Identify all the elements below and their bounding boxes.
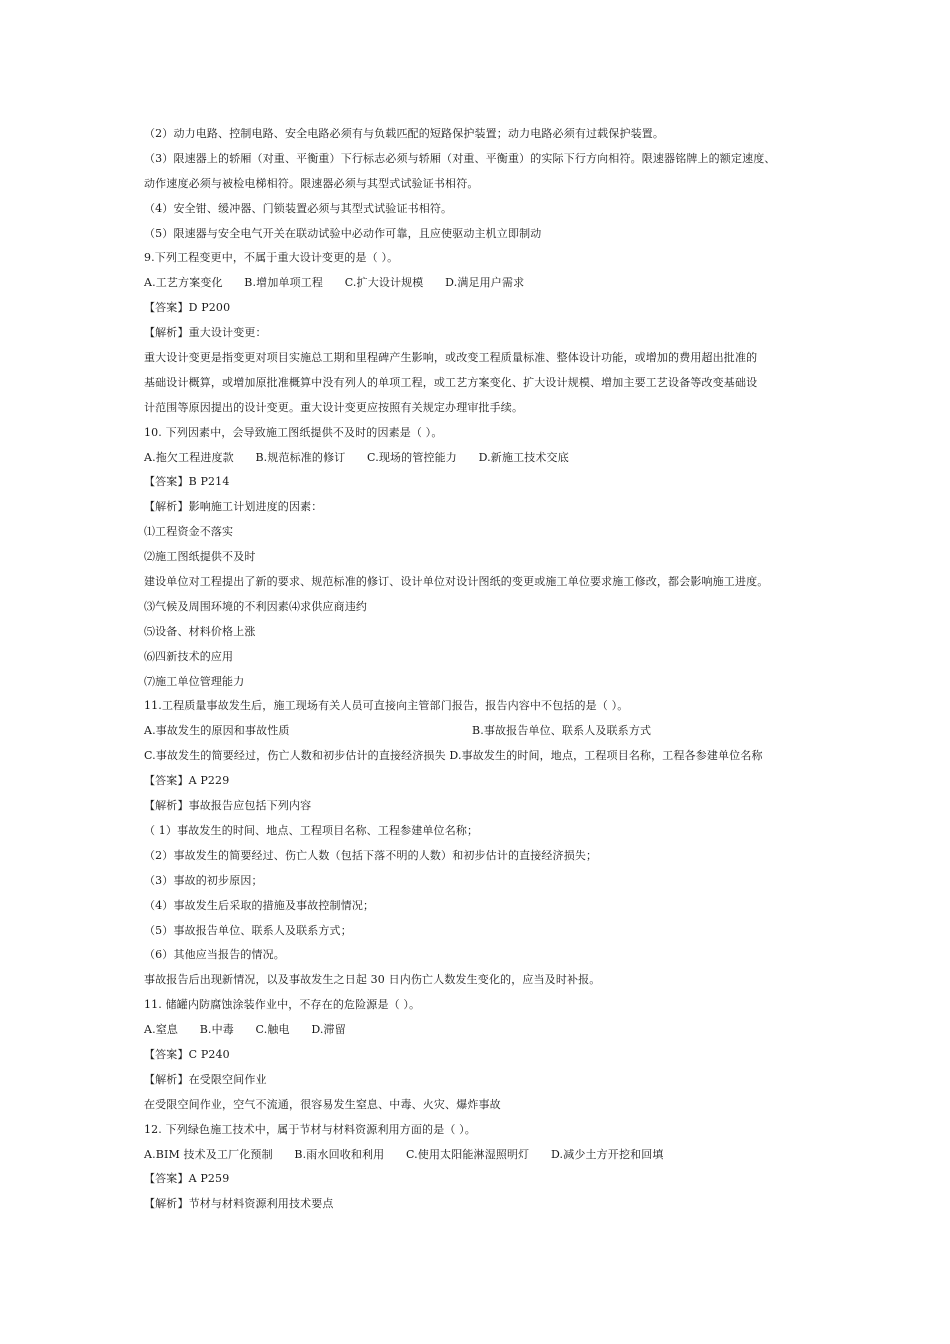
text-line: 基础设计概算，或增加原批准概算中没有列人的单项工程，或工艺方案变化、扩大设计规模、增加主要工艺设备等改变基础设 bbox=[144, 375, 758, 389]
list-item: ⑸设备、材料价格上涨 bbox=[144, 624, 256, 638]
list-item: ⑶气候及周围环境的不利因素⑷求供应商违约 bbox=[144, 599, 367, 613]
answer-line: 【答案】C P240 bbox=[144, 1047, 230, 1061]
list-item: （5）事故报告单位、联系人及联系方式； bbox=[144, 923, 352, 937]
list-item: ⑺施工单位管理能力 bbox=[144, 674, 245, 688]
text-line: 动作速度必须与被检电梯相符。限速器必须与其型式试验证书相符。 bbox=[144, 176, 479, 190]
list-item: ⑴工程资金不落实 bbox=[144, 525, 234, 539]
option-a: A.拖欠工程进度款 bbox=[144, 450, 234, 464]
text-line: 建设单位对工程提出了新的要求、规范标准的修订、设计单位对设计图纸的变更或施工单位要求施工修改，都会影响施工进度。 bbox=[144, 575, 769, 589]
question-12-options bbox=[144, 1143, 814, 1168]
question-11-options-ab bbox=[144, 719, 814, 744]
text-line: （5）限速器与安全电气开关在联动试验中必动作可靠，且应使驱动主机立即制动 bbox=[144, 226, 542, 240]
text-line: （2）动力电路、控制电路、安全电路必须有与负载匹配的短路保护装置；动力电路必须有过载保护装置。 bbox=[144, 127, 665, 140]
list-item: （ 1）事故发生的时间、地点、工程项目名称、工程参建单位名称； bbox=[144, 823, 479, 837]
analysis-heading: 【解析】影响施工计划进度的因素： bbox=[144, 500, 323, 514]
option-b: B.中毒 bbox=[199, 1023, 234, 1037]
option-c: C.扩大设计规模 bbox=[344, 276, 424, 290]
option-d: D.减少土方开挖和回填 bbox=[550, 1147, 664, 1161]
option-d: D.滞留 bbox=[311, 1023, 346, 1037]
option-a: A.窒息 bbox=[144, 1023, 179, 1037]
question-9: 9.下列工程变更中，不属于重大设计变更的是（ ）。 bbox=[144, 251, 399, 265]
question-12: 12. 下列绿色施工技术中，属于节材与材料资源利用方面的是（ ）。 bbox=[144, 1122, 476, 1136]
option-c: C.触电 bbox=[255, 1023, 290, 1037]
analysis-heading: 【解析】重大设计变更： bbox=[144, 326, 267, 340]
answer-line: 【答案】D P200 bbox=[144, 301, 231, 315]
text-line: 计范围等原因提出的设计变更。重大设计变更应按照有关规定办理审批手续。 bbox=[144, 400, 524, 414]
list-item: ⑹四新技术的应用 bbox=[144, 649, 234, 663]
option-a: A.工艺方案变化 bbox=[144, 276, 223, 290]
list-item: （2）事故发生的简要经过、伤亡人数（包括下落不明的人数）和初步估计的直接经济损失； bbox=[144, 848, 598, 862]
text-line: 事故报告后出现新情况，以及事故发生之日起 30 日内伤亡人数发生变化的，应当及时补报。 bbox=[144, 973, 601, 987]
option-c: C.使用太阳能淋湿照明灯 bbox=[405, 1147, 530, 1161]
option-b: B.事故报告单位、联系人及联系方式 bbox=[472, 724, 652, 738]
document-body bbox=[144, 122, 814, 1217]
analysis-heading: 【解析】事故报告应包括下列内容 bbox=[144, 799, 312, 813]
text-line: （4）安全钳、缓冲器、门锁装置必须与其型式试验证书相符。 bbox=[144, 201, 453, 215]
question-11: 11.工程质量事故发生后，施工现场有关人员可直接向主管部门报告，报告内容中不包括的是（ ）。 bbox=[144, 699, 629, 713]
question-11b: 11. 储罐内防腐蚀涂装作业中，不存在的危险源是（ ）。 bbox=[144, 998, 421, 1012]
analysis-heading: 【解析】节材与材料资源利用技术要点 bbox=[144, 1197, 334, 1211]
text-line: 重大设计变更是指变更对项目实施总工期和里程碑产生影响，或改变工程质量标准、整体设计功能，或增加的费用超出批准的 bbox=[144, 351, 758, 365]
text-line: （3）限速器上的轿厢（对重、平衡重）下行标志必须与轿厢（对重、平衡重）的实际下行方向相符。限速器铭牌上的额定速度、 bbox=[144, 151, 776, 165]
option-b: B.雨水回收和利用 bbox=[294, 1147, 385, 1161]
list-item: （3）事故的初步原因； bbox=[144, 873, 263, 887]
question-11b-options bbox=[144, 1018, 814, 1043]
answer-line: 【答案】B P214 bbox=[144, 475, 230, 489]
list-item: （4）事故发生后采取的措施及事故控制情况； bbox=[144, 898, 375, 912]
option-d: D.新施工技术交底 bbox=[478, 450, 569, 464]
option-a: A.事故发生的原因和事故性质 bbox=[144, 724, 290, 738]
analysis-heading: 【解析】在受限空间作业 bbox=[144, 1072, 267, 1086]
option-a: A.BIM 技术及工厂化预制 bbox=[144, 1147, 273, 1161]
option-d: D.满足用户需求 bbox=[445, 276, 525, 290]
answer-line: 【答案】A P259 bbox=[144, 1172, 230, 1186]
question-9-options bbox=[144, 271, 814, 296]
answer-line: 【答案】A P229 bbox=[144, 774, 230, 788]
option-b: B.增加单项工程 bbox=[244, 276, 324, 290]
text-line: 在受限空间作业，空气不流通，很容易发生窒息、中毒、火灾、爆炸事故 bbox=[144, 1097, 501, 1111]
question-11-options-cd: C.事故发生的简要经过，伤亡人数和初步估计的直接经济损失 D.事故发生的时间，地点，工程项目名称，工程各参建单位名称 bbox=[144, 749, 763, 763]
question-10: 10. 下列因素中，会导致施工图纸提供不及时的因素是（ ）。 bbox=[144, 425, 443, 439]
list-item: ⑵施工图纸提供不及时 bbox=[144, 550, 256, 564]
list-item: （6）其他应当报告的情况。 bbox=[144, 948, 285, 962]
option-b: B.规范标准的修订 bbox=[255, 450, 346, 464]
question-10-options bbox=[144, 446, 814, 471]
option-c: C.现场的管控能力 bbox=[367, 450, 457, 464]
